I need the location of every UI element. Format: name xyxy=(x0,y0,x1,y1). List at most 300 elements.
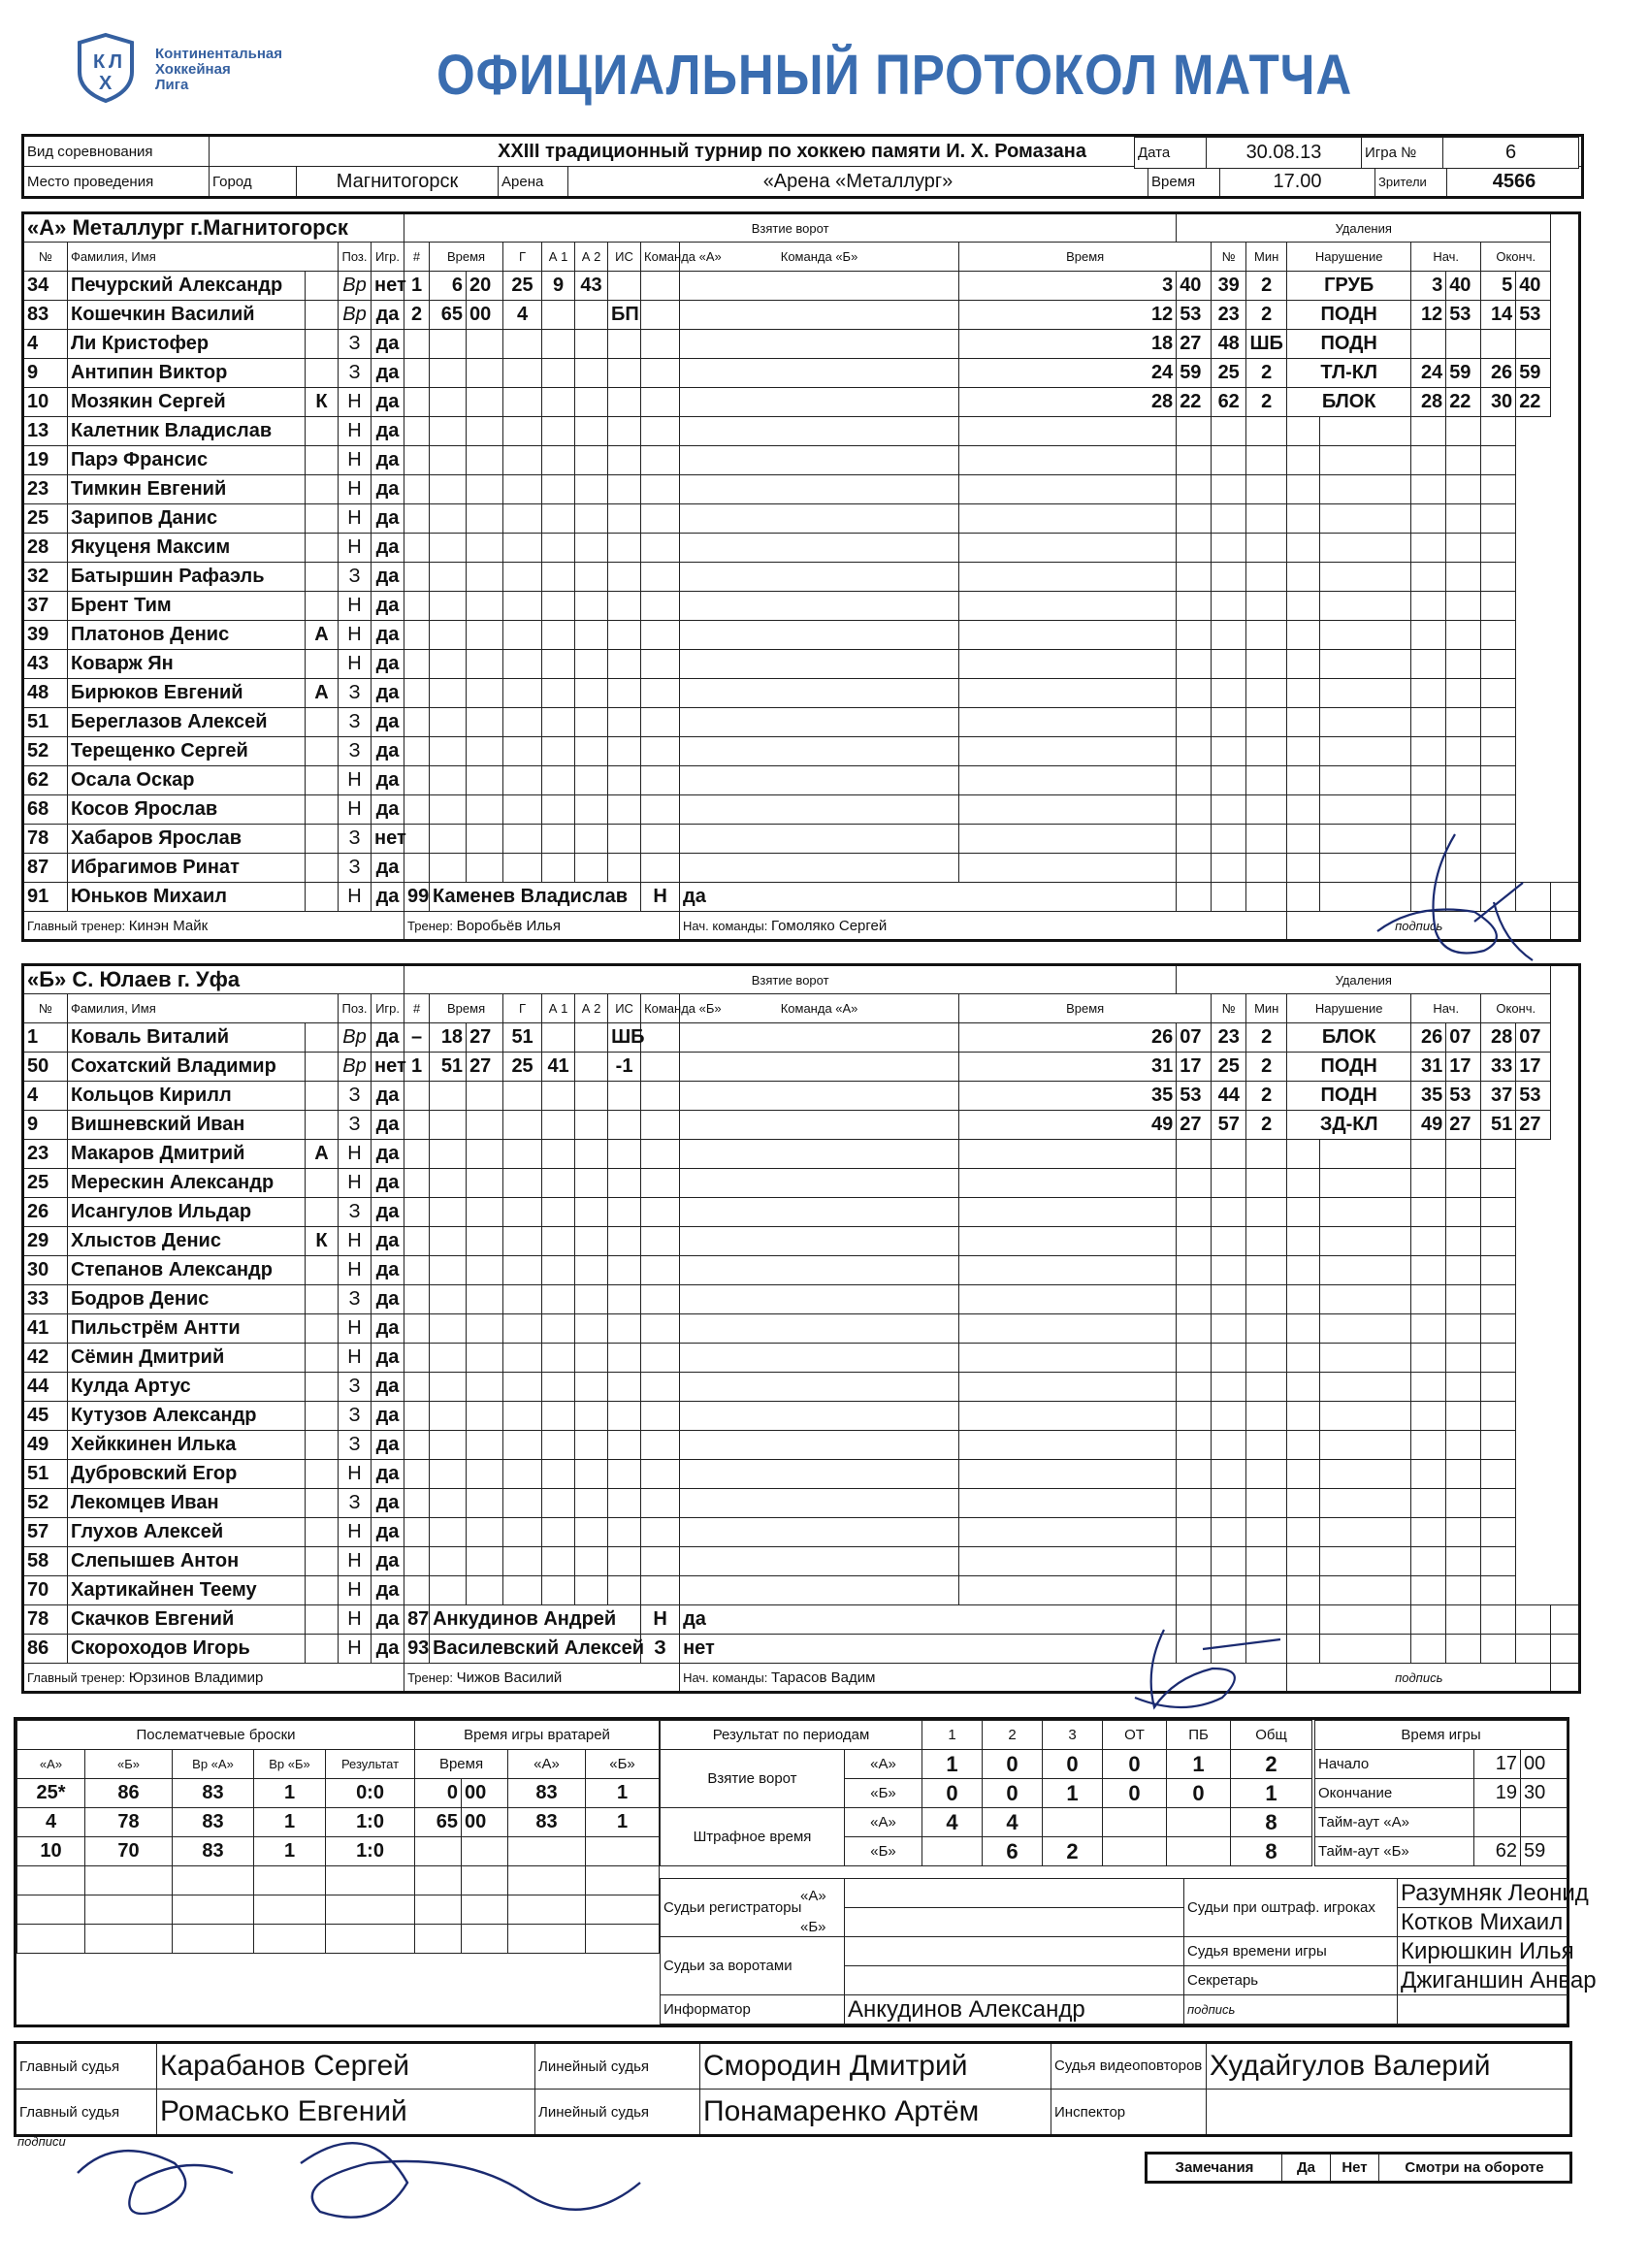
empty-cell xyxy=(608,475,641,504)
player-position: З xyxy=(339,1198,372,1227)
empty-cell xyxy=(1246,1518,1287,1547)
empty-cell xyxy=(430,1460,467,1489)
player-plays: да xyxy=(372,1576,404,1605)
video-judge: Худайгулов Валерий xyxy=(1207,2043,1571,2090)
empty-cell xyxy=(404,1256,430,1285)
goal-assist-1 xyxy=(542,1023,575,1053)
empty-cell xyxy=(430,766,467,795)
empty-cell xyxy=(1177,1198,1212,1227)
player-row xyxy=(23,708,1580,737)
empty-cell xyxy=(641,1140,680,1169)
team-manager xyxy=(680,1664,1287,1693)
empty-cell xyxy=(1411,1547,1446,1576)
row-a-label: «А» xyxy=(845,1808,922,1837)
shootout-cell: 1:0 xyxy=(326,1837,415,1866)
penalty-player: 25 xyxy=(1212,359,1246,388)
remarks-no[interactable]: Нет xyxy=(1331,2154,1379,2183)
player-captaincy xyxy=(306,708,339,737)
shootout-cell: 70 xyxy=(85,1837,173,1866)
player-row xyxy=(23,475,1580,504)
empty-cell xyxy=(1246,1285,1287,1314)
player-plays: да xyxy=(372,446,404,475)
empty-cell xyxy=(1320,854,1411,883)
player-plays: да xyxy=(372,1518,404,1547)
empty-cell xyxy=(641,1053,680,1082)
player-name: Мозякин Сергей xyxy=(68,388,306,417)
player-position: Н xyxy=(339,1460,372,1489)
empty-cell xyxy=(503,795,542,825)
player-captaincy: А xyxy=(306,1140,339,1169)
empty-cell xyxy=(542,621,575,650)
player-number: 78 xyxy=(23,1605,68,1635)
empty-cell xyxy=(1287,1227,1320,1256)
player-plays: да xyxy=(372,737,404,766)
empty-cell xyxy=(1287,1314,1320,1344)
empty-cell xyxy=(1411,737,1446,766)
player-number: 33 xyxy=(23,1285,68,1314)
empty-cell xyxy=(1212,1140,1246,1169)
empty-cell xyxy=(1481,1285,1516,1314)
empty-cell xyxy=(608,650,641,679)
empty-cell xyxy=(467,1518,503,1547)
empty-cell xyxy=(1246,1431,1287,1460)
goals-team-right: Команда «А» xyxy=(680,994,959,1023)
empty-cell xyxy=(503,1140,542,1169)
player-number: 13 xyxy=(23,417,68,446)
period-value xyxy=(1167,1808,1231,1837)
empty-cell xyxy=(1320,1489,1411,1518)
empty-cell xyxy=(1246,1489,1287,1518)
empty-cell xyxy=(1411,504,1446,534)
head-coach xyxy=(23,912,404,941)
empty-cell xyxy=(1320,1576,1411,1605)
penalty-minutes: 28 xyxy=(959,388,1177,417)
player-row xyxy=(23,737,1580,766)
empty-cell xyxy=(1320,504,1411,534)
empty-cell xyxy=(959,1285,1177,1314)
shootout-cell: 83 xyxy=(173,1837,254,1866)
empty-cell xyxy=(959,1198,1177,1227)
shootout-cell: 86 xyxy=(85,1779,173,1808)
penalty-seconds: 53 xyxy=(1177,1082,1212,1111)
empty-cell xyxy=(1246,708,1287,737)
player-plays: нет xyxy=(372,272,404,301)
penalty-end-mm: 5 xyxy=(1481,272,1516,301)
penalty-minutes: 31 xyxy=(959,1053,1177,1082)
penalty-start-mm: 49 xyxy=(1411,1111,1446,1140)
player-captaincy: А xyxy=(306,621,339,650)
remarks-yes[interactable]: Да xyxy=(1282,2154,1331,2183)
empty-cell xyxy=(1411,563,1446,592)
empty-cell xyxy=(1320,1140,1411,1169)
penalty-minutes: 24 xyxy=(959,359,1177,388)
empty-cell xyxy=(1320,883,1411,912)
player-name: Калетник Владислав xyxy=(68,417,306,446)
penalty-box-label: Судьи при оштраф. игроках xyxy=(1184,1879,1398,1937)
empty-cell xyxy=(959,854,1177,883)
empty-cell xyxy=(1446,446,1481,475)
empty-cell xyxy=(542,1082,575,1111)
player-number: 26 xyxy=(23,1198,68,1227)
page-title: ОФИЦИАЛЬНЫЙ ПРОТОКОЛ МАТЧА xyxy=(436,44,1353,107)
team-title: «Б» С. Юлаев г. Уфа xyxy=(23,965,404,994)
empty-cell xyxy=(1246,446,1287,475)
empty-cell xyxy=(1411,446,1446,475)
col-pen-num: № xyxy=(1212,994,1246,1023)
player-captaincy xyxy=(306,737,339,766)
player-number: 23 xyxy=(23,475,68,504)
player-name: Хартикайнен Теему xyxy=(68,1576,306,1605)
empty-cell xyxy=(404,1140,430,1169)
empty-cell xyxy=(680,1373,959,1402)
period-so-header: ПБ xyxy=(1167,1721,1231,1750)
goal-number: 1 xyxy=(404,272,430,301)
period-value: 2 xyxy=(1231,1750,1312,1779)
empty-cell xyxy=(430,650,467,679)
empty-cell xyxy=(575,359,608,388)
empty-cell xyxy=(641,446,680,475)
empty-cell xyxy=(1446,563,1481,592)
arena-label: Арена xyxy=(499,167,568,198)
player-position: Н xyxy=(339,504,372,534)
empty-cell xyxy=(1177,1373,1212,1402)
empty-cell xyxy=(608,737,641,766)
empty-cell xyxy=(404,766,430,795)
empty-cell xyxy=(1320,1635,1411,1664)
empty-cell xyxy=(1516,1605,1551,1635)
empty-cell xyxy=(1411,1227,1446,1256)
empty-cell xyxy=(1320,679,1411,708)
player-captaincy xyxy=(306,1547,339,1576)
player-position: Н xyxy=(339,1605,372,1635)
player-row xyxy=(23,854,1580,883)
empty-cell xyxy=(680,475,959,504)
empty-cell xyxy=(430,534,467,563)
empty-cell xyxy=(575,1285,608,1314)
empty-cell xyxy=(1177,1344,1212,1373)
teamB-table xyxy=(21,963,1581,1694)
empty-cell xyxy=(1411,1198,1446,1227)
empty-cell xyxy=(404,330,430,359)
empty-cell xyxy=(959,417,1177,446)
player-captaincy xyxy=(306,795,339,825)
empty-cell xyxy=(608,1111,641,1140)
empty-cell xyxy=(608,1082,641,1111)
goal-minutes: 65 xyxy=(430,301,467,330)
empty-cell xyxy=(680,1402,959,1431)
empty-cell xyxy=(575,446,608,475)
empty-cell xyxy=(542,359,575,388)
empty-cell xyxy=(1481,504,1516,534)
empty-cell xyxy=(608,1256,641,1285)
player-plays: да xyxy=(372,504,404,534)
referee-2: Ромасько Евгений xyxy=(157,2090,535,2136)
empty-cell xyxy=(959,534,1177,563)
empty-cell xyxy=(1516,883,1551,912)
extra-player-position: З xyxy=(641,1635,680,1664)
empty-cell xyxy=(641,621,680,650)
end-hh: 19 xyxy=(1474,1779,1521,1808)
period-value: 0 xyxy=(1103,1779,1167,1808)
goals-header: Взятие ворот xyxy=(404,965,1177,994)
empty-cell xyxy=(404,1489,430,1518)
empty-cell xyxy=(1411,1344,1446,1373)
team-a-section xyxy=(21,211,1581,942)
empty-cell xyxy=(542,679,575,708)
empty-cell xyxy=(430,1373,467,1402)
empty-cell xyxy=(1320,1344,1411,1373)
goal-seconds: 27 xyxy=(467,1023,503,1053)
empty-cell xyxy=(404,359,430,388)
empty-cell xyxy=(1446,534,1481,563)
penalty-end-mm: 30 xyxy=(1481,388,1516,417)
empty-cell xyxy=(1177,1489,1212,1518)
player-row xyxy=(23,679,1580,708)
empty-cell xyxy=(430,446,467,475)
player-row xyxy=(23,534,1580,563)
empty-cell xyxy=(467,1314,503,1344)
empty-cell xyxy=(1212,1489,1246,1518)
sign-label: подпись xyxy=(1287,1664,1551,1693)
player-name: Коварж Ян xyxy=(68,650,306,679)
empty-cell xyxy=(1481,475,1516,504)
penalty-seconds: 59 xyxy=(1177,359,1212,388)
penalties-header: Удаления xyxy=(1177,213,1551,243)
player-number: 62 xyxy=(23,766,68,795)
empty-cell xyxy=(959,1576,1177,1605)
player-captaincy xyxy=(306,1373,339,1402)
empty-cell xyxy=(641,766,680,795)
penalty-end-ss: 22 xyxy=(1516,388,1551,417)
row-b-label: «Б» xyxy=(845,1837,922,1866)
empty-cell xyxy=(959,1344,1177,1373)
empty-cell xyxy=(608,825,641,854)
empty-cell xyxy=(430,504,467,534)
informer-sign-label: подпись xyxy=(1184,1995,1398,2025)
empty-cell xyxy=(575,1402,608,1431)
empty-cell xyxy=(641,1169,680,1198)
empty-cell xyxy=(404,679,430,708)
player-row xyxy=(23,1605,1580,1635)
empty-cell xyxy=(680,417,959,446)
empty-cell xyxy=(467,388,503,417)
empty-cell xyxy=(575,330,608,359)
player-row xyxy=(23,446,1580,475)
shootout-cell: 1 xyxy=(254,1779,326,1808)
empty-cell xyxy=(959,1518,1177,1547)
empty-cell xyxy=(575,1111,608,1140)
player-row xyxy=(23,621,1580,650)
empty-cell xyxy=(1481,446,1516,475)
penalty-player: 62 xyxy=(1212,388,1246,417)
player-captaincy: К xyxy=(306,388,339,417)
penalty-start-ss: 22 xyxy=(1446,388,1481,417)
empty-cell xyxy=(575,737,608,766)
empty-cell xyxy=(641,1547,680,1576)
manager-label: Нач. команды: xyxy=(683,1669,768,1685)
empty-cell xyxy=(404,592,430,621)
goal-situation: ШБ xyxy=(608,1023,641,1053)
player-captaincy xyxy=(306,330,339,359)
player-captaincy xyxy=(306,1605,339,1635)
shootout-cell: 10 xyxy=(17,1837,85,1866)
period-value: 4 xyxy=(983,1808,1043,1837)
empty-cell xyxy=(1446,1285,1481,1314)
inspector xyxy=(1207,2090,1571,2136)
player-captaincy xyxy=(306,1518,339,1547)
end-mm: 30 xyxy=(1521,1779,1568,1808)
empty-cell xyxy=(1446,1373,1481,1402)
penalty-length: ШБ xyxy=(1246,330,1287,359)
period-value: 0 xyxy=(1167,1779,1231,1808)
goalie-time-row xyxy=(415,1779,660,1808)
date-game-cells xyxy=(1134,137,1579,169)
city: Магнитогорск xyxy=(297,167,499,198)
empty-cell xyxy=(1212,650,1246,679)
empty-cell xyxy=(641,650,680,679)
goal-minutes: 6 xyxy=(430,272,467,301)
penalty-seconds: 27 xyxy=(1177,1111,1212,1140)
player-plays: да xyxy=(372,388,404,417)
referee-label-1: Главный судья xyxy=(16,2043,157,2090)
player-number: 9 xyxy=(23,359,68,388)
empty-cell xyxy=(1212,1635,1246,1664)
empty-cell xyxy=(1411,1605,1446,1635)
empty-cell xyxy=(1411,1489,1446,1518)
empty-cell xyxy=(1177,650,1212,679)
col-pen-time: Время xyxy=(959,243,1212,272)
empty-cell xyxy=(1446,1431,1481,1460)
player-name: Кулда Артус xyxy=(68,1373,306,1402)
row-a-label: «А» xyxy=(845,1750,922,1779)
empty-cell xyxy=(959,708,1177,737)
empty-cell xyxy=(1212,475,1246,504)
empty-cell xyxy=(503,1344,542,1373)
empty-cell xyxy=(608,679,641,708)
player-captaincy xyxy=(306,534,339,563)
empty-cell xyxy=(1481,1227,1516,1256)
player-position: З xyxy=(339,1285,372,1314)
empty-cell xyxy=(1212,825,1246,854)
empty-cell xyxy=(1177,1635,1212,1664)
empty-cell xyxy=(1287,1576,1320,1605)
player-position: З xyxy=(339,737,372,766)
empty-cell xyxy=(1411,1373,1446,1402)
empty-cell xyxy=(1320,1605,1411,1635)
player-plays: да xyxy=(372,1082,404,1111)
player-position: Н xyxy=(339,592,372,621)
empty-cell xyxy=(959,1140,1177,1169)
player-number: 87 xyxy=(23,854,68,883)
empty-cell xyxy=(680,504,959,534)
empty-cell xyxy=(1246,766,1287,795)
col-pen-start: Нач. xyxy=(1411,994,1481,1023)
empty-cell xyxy=(404,1169,430,1198)
player-position: З xyxy=(339,708,372,737)
penalty-end-ss: 53 xyxy=(1516,1082,1551,1111)
player-plays: да xyxy=(372,708,404,737)
player-name: Зарипов Данис xyxy=(68,504,306,534)
empty-cell xyxy=(641,504,680,534)
empty-cell xyxy=(1246,1344,1287,1373)
shootout-col: Результат xyxy=(326,1750,415,1779)
empty-cell xyxy=(641,1227,680,1256)
player-row xyxy=(23,650,1580,679)
goal-assist-2 xyxy=(575,1023,608,1053)
referee-1: Карабанов Сергей xyxy=(157,2043,535,2090)
empty-cell xyxy=(1212,766,1246,795)
empty-cell xyxy=(680,592,959,621)
empty-cell xyxy=(404,1111,430,1140)
player-row xyxy=(23,795,1580,825)
empty-cell xyxy=(608,1140,641,1169)
empty-cell xyxy=(542,1285,575,1314)
empty-cell xyxy=(575,1518,608,1547)
empty-cell xyxy=(575,563,608,592)
empty-cell xyxy=(1287,1431,1320,1460)
empty-cell xyxy=(467,1431,503,1460)
empty-cell xyxy=(1320,1285,1411,1314)
penalty-end-mm: 14 xyxy=(1481,301,1516,330)
player-row xyxy=(23,1140,1580,1169)
penalty-violation: ПОДН xyxy=(1287,301,1411,330)
penalty-end-mm: 26 xyxy=(1481,359,1516,388)
empty-cell xyxy=(1411,475,1446,504)
empty-cell xyxy=(1287,1489,1320,1518)
svg-text:Л: Л xyxy=(109,51,123,73)
player-captaincy xyxy=(306,883,339,912)
empty-cell xyxy=(1287,592,1320,621)
empty-cell xyxy=(959,795,1177,825)
game-time-table xyxy=(1314,1720,1568,1866)
empty-cell xyxy=(608,1431,641,1460)
empty-cell xyxy=(1481,1431,1516,1460)
empty-cell xyxy=(404,1227,430,1256)
player-number: 86 xyxy=(23,1635,68,1664)
empty-cell xyxy=(641,825,680,854)
signatures-label: подписи xyxy=(17,2134,66,2149)
empty-cell xyxy=(1411,650,1446,679)
period-value xyxy=(1103,1837,1167,1866)
extra-player-number: 87 xyxy=(404,1605,430,1635)
player-row xyxy=(23,766,1580,795)
empty-cell xyxy=(542,825,575,854)
empty-cell xyxy=(1287,1344,1320,1373)
player-position: Вр xyxy=(339,1053,372,1082)
player-row xyxy=(23,1460,1580,1489)
penalty-start-mm: 31 xyxy=(1411,1053,1446,1082)
empty-cell xyxy=(1177,1169,1212,1198)
player-position: Н xyxy=(339,1547,372,1576)
player-number: 41 xyxy=(23,1314,68,1344)
empty-cell xyxy=(503,388,542,417)
empty-cell xyxy=(467,737,503,766)
period-3-header: 3 xyxy=(1043,1721,1103,1750)
player-plays: да xyxy=(372,1256,404,1285)
player-position: Н xyxy=(339,1635,372,1664)
empty-cell xyxy=(467,1227,503,1256)
player-name: Ибрагимов Ринат xyxy=(68,854,306,883)
empty-cell xyxy=(467,854,503,883)
coach-label: Тренер: xyxy=(407,1669,453,1685)
timeout-a-ss xyxy=(1521,1808,1568,1837)
empty-cell xyxy=(1411,708,1446,737)
pim-label: Штрафное время xyxy=(661,1808,845,1866)
player-row xyxy=(23,1314,1580,1344)
player-number: 4 xyxy=(23,1082,68,1111)
player-number: 50 xyxy=(23,1053,68,1082)
empty-cell xyxy=(503,1431,542,1460)
